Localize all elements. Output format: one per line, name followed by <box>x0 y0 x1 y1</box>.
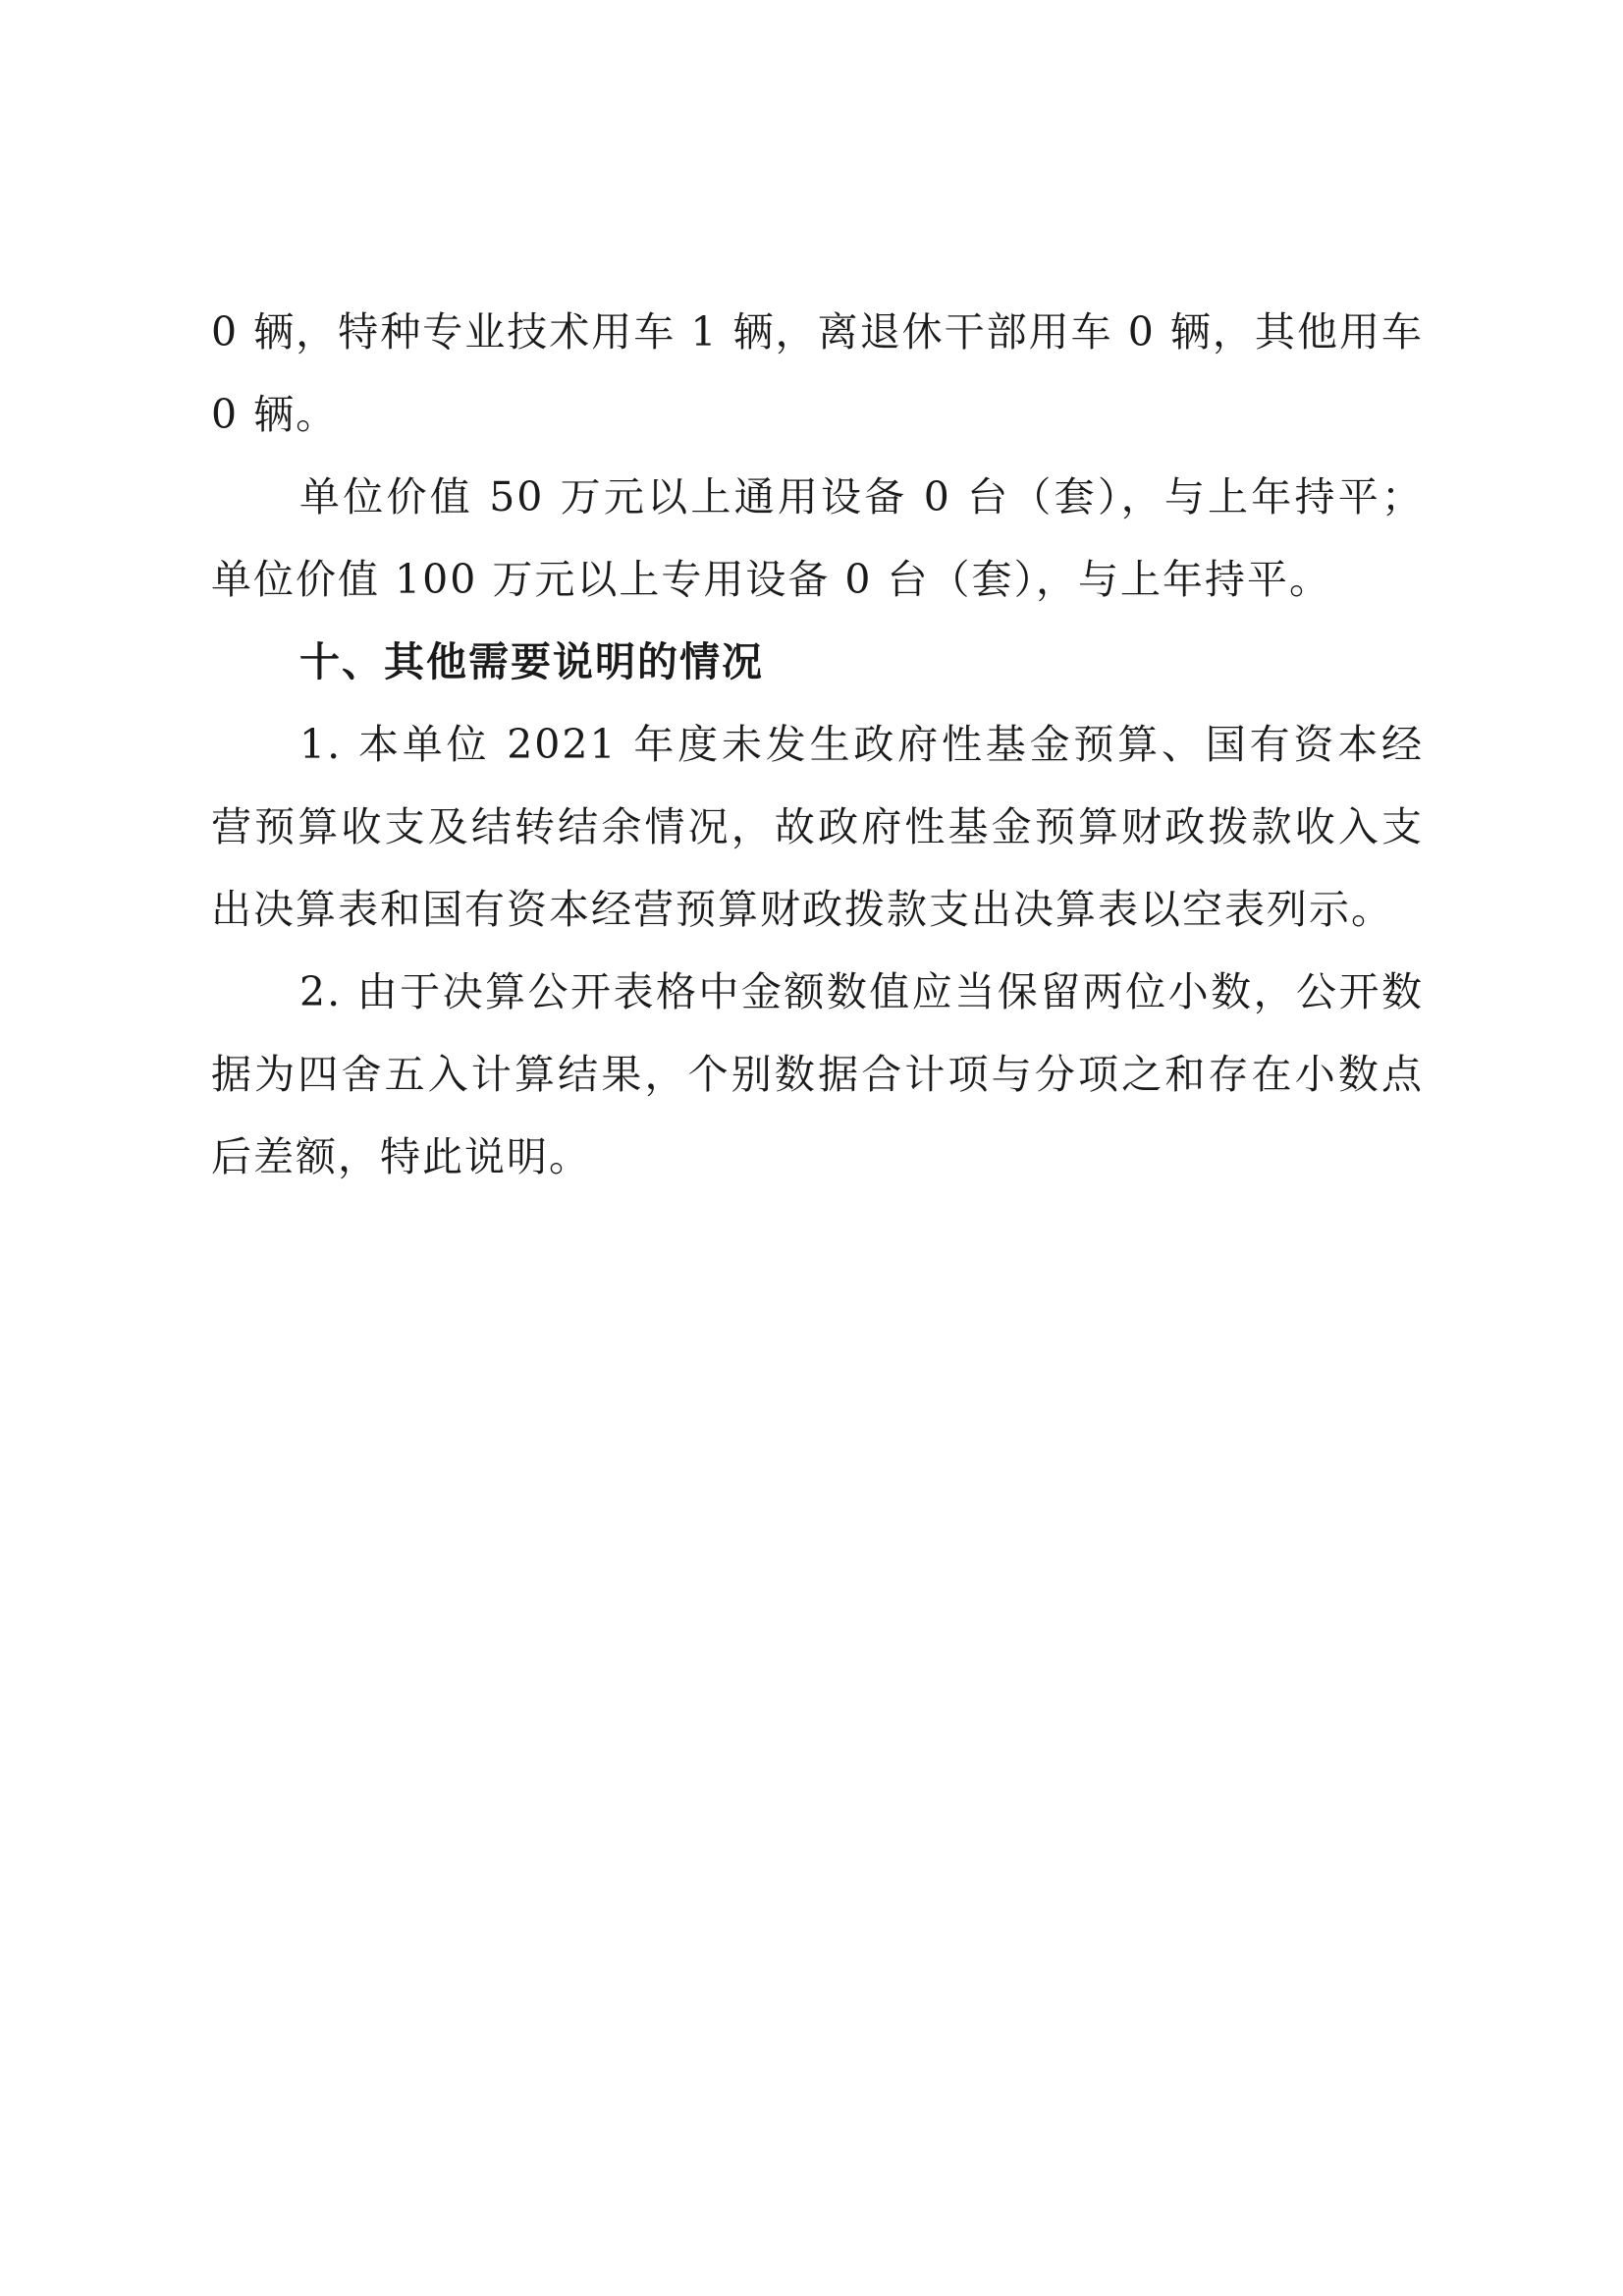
paragraph-equipment: 单位价值 50 万元以上通用设备 0 台（套），与上年持平；单位价值 100 万元以上专用设备 0 台（套），与上年持平。 <box>211 473 1424 603</box>
section-heading: 十、其他需要说明的情况 <box>299 638 764 685</box>
list-item-2: 2. 由于决算公开表格中金额数值应当保留两位小数，公开数据为四舍五入计算结果，个别数据合计项与分项之和存在小数点后差额，特此说明。 <box>211 968 1424 1180</box>
paragraph-vehicles: 0 辆，特种专业技术用车 1 辆，离退休干部用车 0 辆，其他用车 0 辆。 <box>211 308 1424 438</box>
list-item-1: 1. 本单位 2021 年度未发生政府性基金预算、国有资本经营预算收支及结转结余情况，故政府性基金预算财政拨款收入支出决算表和国有资本经营预算财政拨款支出决算表以空表列示。 <box>211 721 1424 933</box>
